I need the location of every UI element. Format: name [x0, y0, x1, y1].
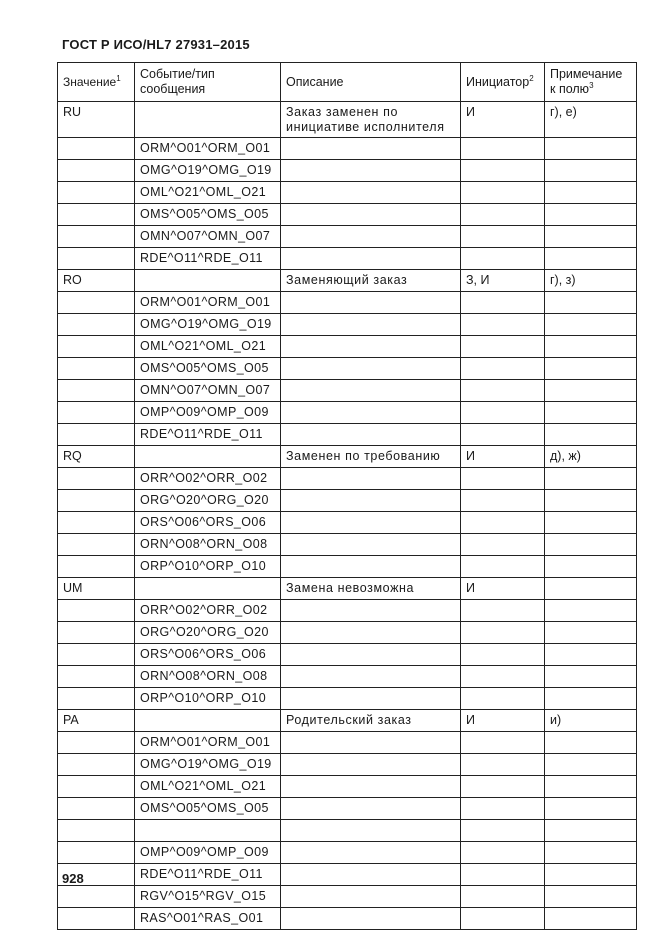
cell-note	[545, 688, 637, 710]
cell-value	[58, 160, 135, 182]
cell-event: RGV^O15^RGV_O15	[135, 886, 281, 908]
cell-event: ORG^O20^ORG_O20	[135, 622, 281, 644]
cell-note	[545, 512, 637, 534]
cell-note	[545, 314, 637, 336]
cell-description: Заказ заменен по инициативе исполнителя	[281, 102, 461, 138]
cell-note	[545, 490, 637, 512]
cell-description	[281, 776, 461, 798]
cell-initiator	[461, 622, 545, 644]
cell-description	[281, 490, 461, 512]
cell-event	[135, 446, 281, 468]
cell-initiator	[461, 248, 545, 270]
table-row	[58, 446, 637, 468]
cell-initiator	[461, 556, 545, 578]
cell-value	[58, 138, 135, 160]
cell-description	[281, 644, 461, 666]
cell-note: и)	[545, 710, 637, 732]
cell-event: ORM^O01^ORM_O01	[135, 732, 281, 754]
cell-value	[58, 424, 135, 446]
cell-event: ORN^O08^ORN_O08	[135, 534, 281, 556]
table-row	[58, 336, 637, 358]
cell-event: OML^O21^OML_O21	[135, 776, 281, 798]
cell-initiator	[461, 842, 545, 864]
cell-description	[281, 182, 461, 204]
table-row	[58, 358, 637, 380]
cell-value	[58, 886, 135, 908]
cell-initiator	[461, 138, 545, 160]
cell-note	[545, 732, 637, 754]
cell-initiator	[461, 732, 545, 754]
cell-description	[281, 600, 461, 622]
cell-value	[58, 622, 135, 644]
cell-initiator	[461, 314, 545, 336]
table-row	[58, 468, 637, 490]
cell-value	[58, 600, 135, 622]
cell-event: OMN^O07^OMN_O07	[135, 380, 281, 402]
table-row	[58, 402, 637, 424]
cell-description	[281, 138, 461, 160]
cell-initiator	[461, 820, 545, 842]
cell-value: RQ	[58, 446, 135, 468]
cell-value	[58, 688, 135, 710]
cell-initiator	[461, 908, 545, 930]
cell-initiator: И	[461, 710, 545, 732]
cell-note	[545, 556, 637, 578]
cell-event: OML^O21^OML_O21	[135, 182, 281, 204]
cell-event: RAS^O01^RAS_O01	[135, 908, 281, 930]
cell-value	[58, 226, 135, 248]
cell-value	[58, 842, 135, 864]
cell-description	[281, 798, 461, 820]
table-row	[58, 622, 637, 644]
table-row	[58, 666, 637, 688]
table-row	[58, 732, 637, 754]
column-header-event: Событие/тип сообщения	[135, 63, 281, 102]
cell-description	[281, 512, 461, 534]
cell-event: ORR^O02^ORR_O02	[135, 468, 281, 490]
table-row	[58, 776, 637, 798]
cell-note	[545, 380, 637, 402]
cell-note	[545, 292, 637, 314]
cell-value	[58, 358, 135, 380]
table-header-row	[58, 63, 637, 102]
table-row	[58, 820, 637, 842]
cell-value	[58, 534, 135, 556]
cell-note: г), з)	[545, 270, 637, 292]
page-number: 928	[62, 871, 84, 886]
cell-description	[281, 534, 461, 556]
cell-description	[281, 754, 461, 776]
cell-note	[545, 204, 637, 226]
cell-event	[135, 710, 281, 732]
cell-initiator	[461, 644, 545, 666]
cell-value	[58, 182, 135, 204]
table-row	[58, 204, 637, 226]
cell-value	[58, 380, 135, 402]
cell-initiator	[461, 666, 545, 688]
cell-initiator	[461, 754, 545, 776]
cell-initiator	[461, 336, 545, 358]
cell-description	[281, 248, 461, 270]
cell-description	[281, 864, 461, 886]
column-header-description: Описание	[281, 63, 461, 102]
table-row	[58, 886, 637, 908]
cell-description	[281, 468, 461, 490]
column-header-initiator: Инициатор$^2$	[461, 63, 545, 102]
cell-initiator	[461, 292, 545, 314]
cell-initiator	[461, 160, 545, 182]
cell-initiator	[461, 402, 545, 424]
cell-note	[545, 864, 637, 886]
cell-description	[281, 424, 461, 446]
cell-description	[281, 732, 461, 754]
cell-event: ORP^O10^ORP_O10	[135, 688, 281, 710]
cell-initiator	[461, 226, 545, 248]
cell-event: ORM^O01^ORM_O01	[135, 138, 281, 160]
cell-description	[281, 336, 461, 358]
cell-note	[545, 248, 637, 270]
cell-event: ORG^O20^ORG_O20	[135, 490, 281, 512]
cell-event	[135, 820, 281, 842]
table-row	[58, 424, 637, 446]
cell-value	[58, 666, 135, 688]
cell-event: RDE^O11^RDE_O11	[135, 864, 281, 886]
table-row	[58, 160, 637, 182]
cell-note	[545, 160, 637, 182]
cell-value	[58, 776, 135, 798]
cell-note	[545, 600, 637, 622]
cell-value: RO	[58, 270, 135, 292]
cell-initiator	[461, 512, 545, 534]
code-table	[57, 62, 637, 930]
table-row	[58, 226, 637, 248]
cell-note	[545, 578, 637, 600]
cell-initiator: И	[461, 102, 545, 138]
table-row	[58, 512, 637, 534]
cell-event: OMG^O19^OMG_O19	[135, 314, 281, 336]
table-row	[58, 578, 637, 600]
cell-description	[281, 820, 461, 842]
cell-note	[545, 358, 637, 380]
cell-initiator: И	[461, 446, 545, 468]
cell-initiator	[461, 534, 545, 556]
cell-note	[545, 336, 637, 358]
cell-note	[545, 534, 637, 556]
cell-value	[58, 512, 135, 534]
table-row	[58, 556, 637, 578]
cell-event	[135, 578, 281, 600]
table-row	[58, 534, 637, 556]
cell-note	[545, 226, 637, 248]
table-row	[58, 644, 637, 666]
cell-event: OMP^O09^OMP_O09	[135, 402, 281, 424]
table-body	[58, 102, 637, 930]
table-row	[58, 248, 637, 270]
cell-description	[281, 226, 461, 248]
cell-description	[281, 842, 461, 864]
cell-value	[58, 314, 135, 336]
cell-value	[58, 908, 135, 930]
cell-value	[58, 292, 135, 314]
cell-initiator	[461, 798, 545, 820]
table-row	[58, 864, 637, 886]
cell-initiator	[461, 776, 545, 798]
cell-description	[281, 358, 461, 380]
cell-event: OMS^O05^OMS_O05	[135, 204, 281, 226]
cell-initiator	[461, 886, 545, 908]
cell-description	[281, 556, 461, 578]
cell-initiator	[461, 358, 545, 380]
table-row	[58, 380, 637, 402]
table-row	[58, 270, 637, 292]
cell-event: RDE^O11^RDE_O11	[135, 248, 281, 270]
cell-description	[281, 622, 461, 644]
cell-note	[545, 622, 637, 644]
cell-description	[281, 402, 461, 424]
cell-note	[545, 754, 637, 776]
cell-note	[545, 138, 637, 160]
cell-initiator	[461, 380, 545, 402]
column-header-value: Значение$^1$	[58, 63, 135, 102]
cell-note	[545, 798, 637, 820]
cell-initiator	[461, 490, 545, 512]
cell-value: UM	[58, 578, 135, 600]
cell-value: PA	[58, 710, 135, 732]
cell-description	[281, 666, 461, 688]
table-row	[58, 600, 637, 622]
cell-initiator	[461, 468, 545, 490]
table-row	[58, 798, 637, 820]
cell-note	[545, 820, 637, 842]
cell-value: RU	[58, 102, 135, 138]
cell-event: ORM^O01^ORM_O01	[135, 292, 281, 314]
cell-initiator	[461, 182, 545, 204]
cell-event: RDE^O11^RDE_O11	[135, 424, 281, 446]
cell-description	[281, 160, 461, 182]
cell-event: ORS^O06^ORS_O06	[135, 512, 281, 534]
cell-value	[58, 204, 135, 226]
cell-event: OMG^O19^OMG_O19	[135, 160, 281, 182]
cell-initiator: И	[461, 578, 545, 600]
table-row	[58, 908, 637, 930]
cell-event: OMP^O09^OMP_O09	[135, 842, 281, 864]
cell-initiator	[461, 864, 545, 886]
cell-description	[281, 204, 461, 226]
cell-description	[281, 908, 461, 930]
cell-event: OMS^O05^OMS_O05	[135, 798, 281, 820]
cell-event: ORN^O08^ORN_O08	[135, 666, 281, 688]
table-row	[58, 138, 637, 160]
cell-value	[58, 556, 135, 578]
cell-note	[545, 402, 637, 424]
cell-initiator	[461, 688, 545, 710]
cell-description: Заменяющий заказ	[281, 270, 461, 292]
cell-value	[58, 820, 135, 842]
cell-value	[58, 732, 135, 754]
table-row	[58, 754, 637, 776]
cell-description	[281, 314, 461, 336]
cell-description	[281, 292, 461, 314]
table-row	[58, 842, 637, 864]
document-header: ГОСТ Р ИСО/HL7 27931–2015	[62, 37, 250, 52]
table-row	[58, 490, 637, 512]
table-row	[58, 182, 637, 204]
cell-note	[545, 842, 637, 864]
cell-initiator	[461, 600, 545, 622]
table-row	[58, 102, 637, 138]
cell-description: Заменен по требованию	[281, 446, 461, 468]
cell-event: ORS^O06^ORS_O06	[135, 644, 281, 666]
cell-value	[58, 402, 135, 424]
table-row	[58, 314, 637, 336]
cell-initiator: З, И	[461, 270, 545, 292]
cell-note	[545, 182, 637, 204]
cell-event: OMN^O07^OMN_O07	[135, 226, 281, 248]
cell-description	[281, 886, 461, 908]
cell-description	[281, 688, 461, 710]
cell-value	[58, 754, 135, 776]
table-row	[58, 292, 637, 314]
cell-event: ORP^O10^ORP_O10	[135, 556, 281, 578]
cell-description	[281, 380, 461, 402]
table-row	[58, 688, 637, 710]
cell-value	[58, 490, 135, 512]
cell-value	[58, 644, 135, 666]
cell-value	[58, 798, 135, 820]
cell-note	[545, 908, 637, 930]
cell-event: OML^O21^OML_O21	[135, 336, 281, 358]
cell-description: Замена невозможна	[281, 578, 461, 600]
table-row	[58, 710, 637, 732]
cell-event: ORR^O02^ORR_O02	[135, 600, 281, 622]
cell-initiator	[461, 424, 545, 446]
cell-event: OMG^O19^OMG_O19	[135, 754, 281, 776]
cell-note	[545, 776, 637, 798]
cell-description: Родительский заказ	[281, 710, 461, 732]
cell-note	[545, 468, 637, 490]
cell-event	[135, 270, 281, 292]
cell-note	[545, 644, 637, 666]
cell-initiator	[461, 204, 545, 226]
column-header-note: Примечание к полю$^3$	[545, 63, 637, 102]
cell-note	[545, 886, 637, 908]
cell-value	[58, 336, 135, 358]
cell-note	[545, 424, 637, 446]
cell-note: г), е)	[545, 102, 637, 138]
cell-event: OMS^O05^OMS_O05	[135, 358, 281, 380]
cell-note	[545, 666, 637, 688]
cell-note: д), ж)	[545, 446, 637, 468]
cell-value	[58, 468, 135, 490]
cell-event	[135, 102, 281, 138]
cell-value	[58, 248, 135, 270]
